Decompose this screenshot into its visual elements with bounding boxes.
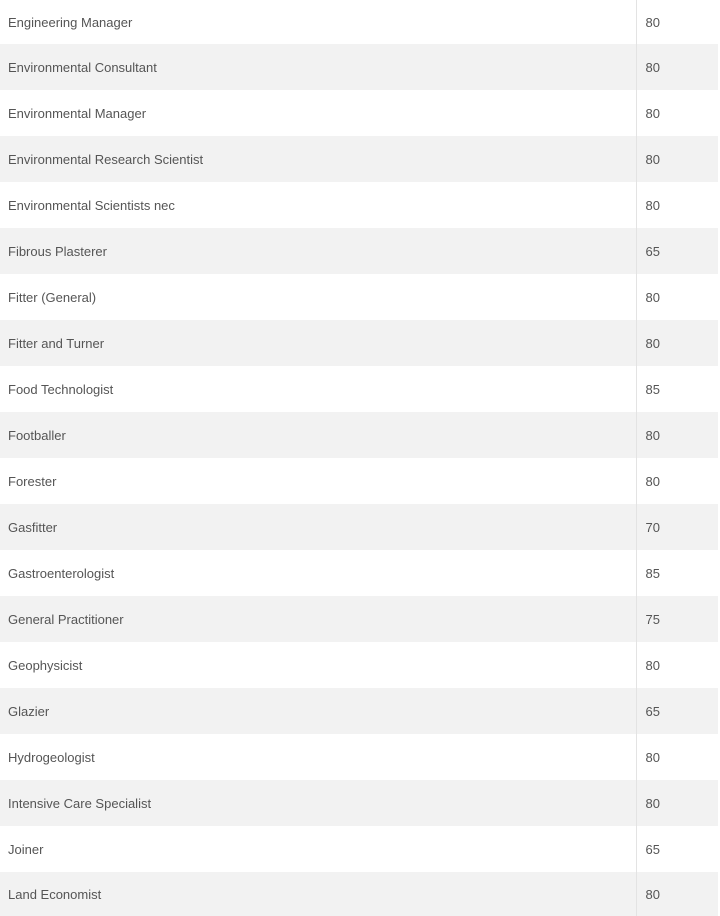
occupation-cell: Fibrous Plasterer [0,228,636,274]
table-row [0,274,718,320]
table-row [0,458,718,504]
occupation-cell: Footballer [0,412,636,458]
table-row [0,688,718,734]
table-row [0,90,718,136]
points-cell: 80 [645,749,660,765]
points-cell: 80 [645,289,660,305]
occupation-cell: Food Technologist [0,366,636,412]
points-cell: 70 [636,504,718,550]
table-row [0,0,718,44]
occupation-cell: Environmental Manager [0,90,636,136]
points-cell: 65 [636,688,718,734]
points-cell: 65 [636,228,718,274]
points-cell: 80 [636,320,718,366]
occupation-cell: Environmental Consultant [0,44,636,90]
table-row [0,550,718,596]
points-cell: 80 [636,780,718,826]
table-row [0,366,718,412]
occupation-cell: Joiner [0,826,636,872]
table-row [0,136,718,182]
occupation-cell: Fitter and Turner [0,320,636,366]
occupation-cell: Gastroenterologist [0,550,636,596]
table-row [0,734,718,780]
points-cell: 85 [645,381,660,397]
table-row [0,826,718,872]
points-cell: 85 [645,565,660,581]
occupation-cell: Hydrogeologist [0,734,636,780]
occupation-cell: Environmental Research Scientist [0,136,636,182]
occupation-cell: Intensive Care Specialist [0,780,636,826]
occupation-cell: Environmental Scientists nec [0,182,636,228]
points-cell: 80 [645,657,660,673]
table-row [0,642,718,688]
points-cell: 65 [645,841,660,857]
occupation-cell: Fitter (General) [0,274,636,320]
points-cell: 80 [636,136,718,182]
table-row [0,596,718,642]
points-cell: 80 [636,872,718,916]
points-cell: 80 [636,44,718,90]
points-cell: 80 [645,105,660,121]
occupation-cell: Land Economist [0,872,636,916]
points-cell: 75 [636,596,718,642]
occupation-cell: Glazier [0,688,636,734]
table-row [0,504,718,550]
occupation-cell: Engineering Manager [0,0,636,44]
table-row [0,412,718,458]
table-row [0,44,718,90]
table-row [0,780,718,826]
occupation-cell: Gasfitter [0,504,636,550]
occupation-cell: Geophysicist [0,642,636,688]
points-cell: 80 [645,473,660,489]
occupation-cell: General Practitioner [0,596,636,642]
table-row [0,872,718,916]
points-cell: 80 [645,14,660,30]
points-cell: 80 [645,197,660,213]
points-cell: 80 [636,412,718,458]
table-row [0,320,718,366]
table-row [0,228,718,274]
table-row [0,182,718,228]
occupation-cell: Forester [0,458,636,504]
